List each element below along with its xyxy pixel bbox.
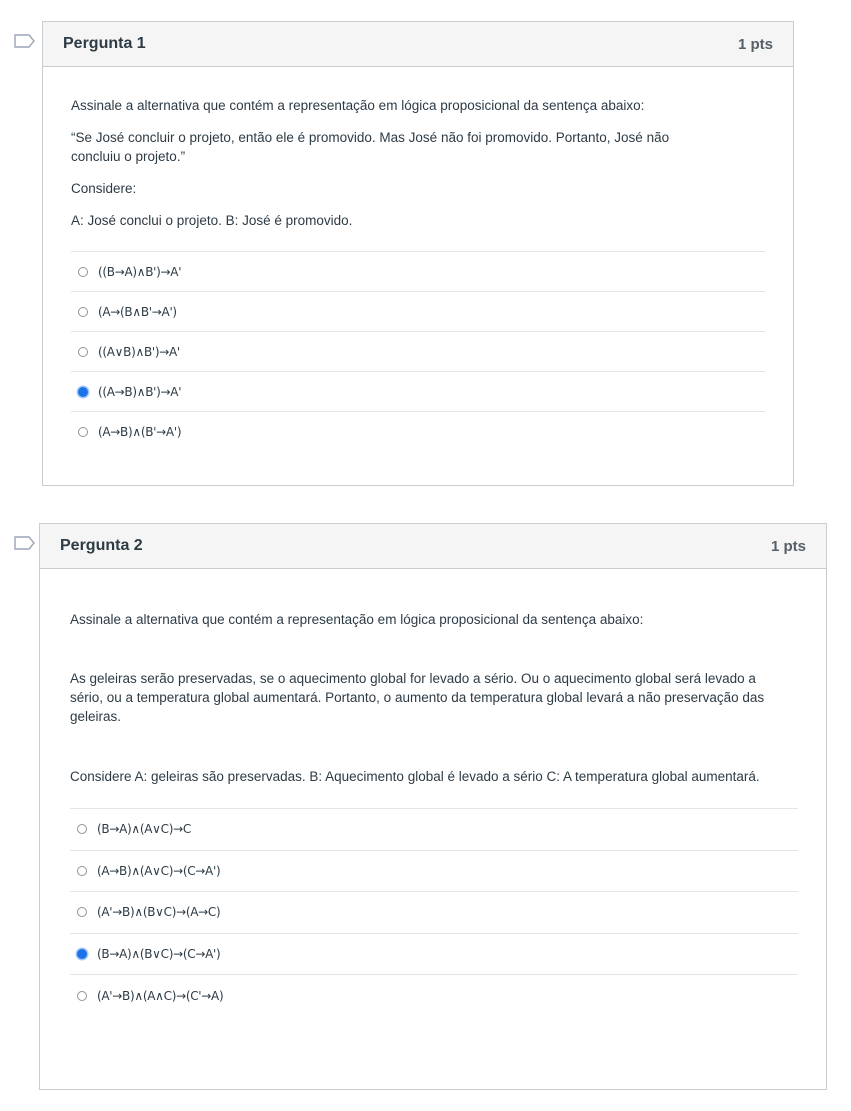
radio-button[interactable] [78, 307, 88, 317]
answer-option[interactable] [70, 892, 798, 934]
question-title: Pergunta 2 [60, 537, 143, 554]
question-definitions: A: José conclui o projeto. B: José é promovido. [71, 213, 353, 228]
question-body [43, 67, 793, 452]
question-points: 1 pts [770, 537, 806, 555]
answer-label: (A'→B)∧(B∨C)→(A→C) [97, 905, 221, 920]
radio-button[interactable] [78, 267, 88, 277]
answer-option[interactable] [70, 851, 798, 893]
answer-label: (A'→B)∧(A∧C)→(C'→A) [97, 988, 224, 1003]
question-sentence: “Se José concluir o projeto, então ele é promovido. Mas José não foi promovido. Portanto, José não concluiu o projeto.” [71, 130, 670, 164]
radio-button[interactable] [78, 427, 88, 437]
answer-label: (A→B)∧(A∨C)→(C→A') [97, 863, 221, 878]
answer-option[interactable] [70, 809, 798, 851]
answer-option-selected[interactable] [71, 372, 765, 412]
answer-option[interactable] [71, 332, 765, 372]
radio-button[interactable] [77, 907, 87, 917]
question-body [40, 569, 826, 1017]
question-text [71, 67, 765, 230]
question-points: 1 pts [737, 35, 773, 53]
answer-label: ((B→A)∧B')→A' [98, 264, 182, 279]
answer-label: (B→A)∧(A∨C)→C [97, 822, 191, 837]
radio-button[interactable] [77, 991, 87, 1001]
bookmark-flag-icon[interactable] [14, 536, 36, 550]
bookmark-flag-icon[interactable] [14, 34, 36, 48]
radio-button[interactable] [77, 866, 87, 876]
radio-button[interactable] [77, 824, 87, 834]
question-text [70, 569, 798, 786]
question-prompt: Assinale a alternativa que contém a representação em lógica proposicional da sentença abaixo: [70, 612, 644, 627]
answer-label: ((A∨B)∧B')→A' [98, 344, 180, 359]
question-prompt: Assinale a alternativa que contém a representação em lógica proposicional da sentença abaixo: [71, 98, 645, 113]
answer-label: (A→B)∧(B'→A') [98, 425, 182, 439]
answer-label: ((A→B)∧B')→A' [98, 384, 182, 399]
answer-option-selected[interactable] [70, 934, 798, 976]
answer-label: (B→A)∧(B∨C)→(C→A') [97, 946, 221, 961]
answer-label: (A→(B∧B'→A') [98, 304, 177, 319]
question-title: Pergunta 1 [63, 35, 146, 52]
question-consider-label: Considere: [71, 181, 137, 196]
radio-button-selected[interactable] [78, 387, 88, 397]
question-1 [42, 21, 794, 486]
question-sentence: As geleiras serão preservadas, se o aquecimento global for levado a sério. Ou o aquecimento global será levado a sério, ou a temperatura global aumentará. Portanto, o aumento da temperatura global levará a não preservação das geleiras. [70, 671, 765, 724]
answer-option[interactable] [70, 975, 798, 1017]
question-definitions: Considere A: geleiras são preservadas. B: Aquecimento global é levado a sério C: A temperatura global aumentará. [70, 769, 760, 784]
question-header [43, 22, 793, 67]
radio-button[interactable] [78, 347, 88, 357]
answer-list [71, 251, 765, 452]
answer-option[interactable] [71, 292, 765, 332]
question-header [40, 524, 826, 569]
answer-option[interactable] [71, 412, 765, 452]
radio-button-selected[interactable] [77, 949, 87, 959]
answer-option[interactable] [71, 252, 765, 292]
question-2 [39, 523, 827, 1090]
answer-list [70, 808, 798, 1017]
